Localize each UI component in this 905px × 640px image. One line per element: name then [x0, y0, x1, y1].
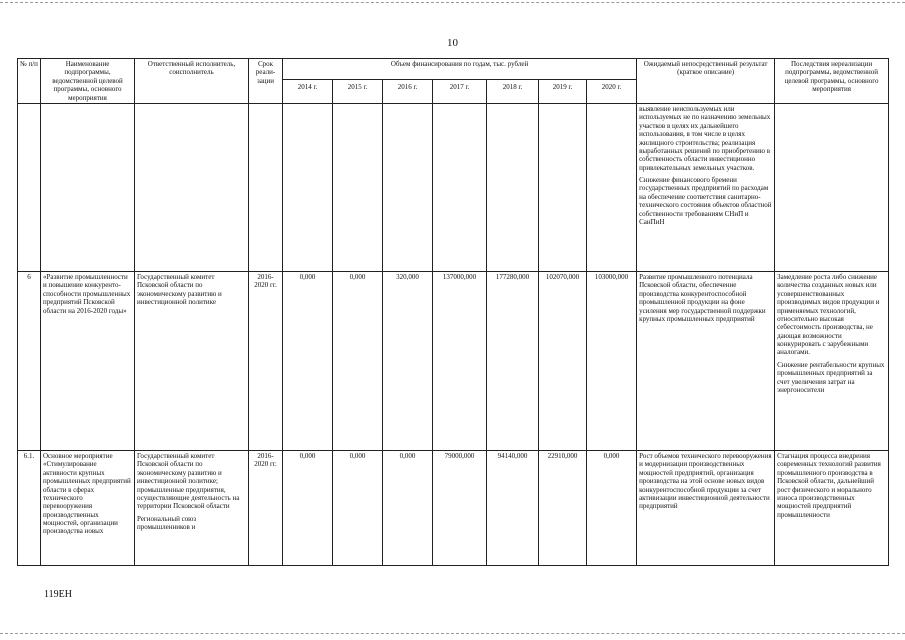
cell-value-2017: 137000,000	[433, 271, 487, 450]
scan-top-edge	[0, 2, 905, 5]
cell-executor	[135, 450, 249, 565]
result-paragraph: Снижение финансового бремени государственных предприятий по расходам на обеспечение соответствия санитарно-технического состояния объектов областной собственности требованиям СНиП и СанПиН	[639, 176, 772, 227]
cell-value-2020: 103000,000	[587, 271, 637, 450]
header-row-main	[18, 59, 889, 80]
cell-consequences	[775, 103, 889, 271]
cell-result	[637, 450, 775, 565]
cell-value	[587, 103, 637, 271]
header-executor: Ответственный исполнитель, соисполнитель	[135, 59, 249, 104]
cell-value-2014: 0,000	[283, 271, 333, 450]
result-paragraph: Рост объемов технического перевооружения и модернизации производственных мощностей предприятий, организация производства на этой основе новых видов конкурентоспособной продукции за счет активизации инвестиционной деятельности предприятий	[639, 451, 772, 511]
cell-value	[333, 103, 383, 271]
cell-name: «Развитие промышленности и повышение конкуренто-способности промышленных предприятий Псковской области на 2016-2020 годы»	[41, 271, 135, 450]
executor-paragraph: Региональный союз промышленников и	[137, 514, 197, 532]
cell-consequences	[775, 450, 889, 565]
cell-term	[249, 103, 283, 271]
scan-bottom-edge	[0, 633, 905, 636]
executor-paragraph: Государственный комитет Псковской области по экономическому развитию и инвестиционной политике; промышленные предприятия, осуществляющие деятельность на территории Псковской области	[137, 451, 240, 511]
cell-value-2018: 94140,000	[487, 450, 539, 565]
cell-executor: Государственный комитет Псковской области по экономическому развитию и инвестиционной политике	[135, 271, 249, 450]
cell-value-2018: 177280,000	[487, 271, 539, 450]
cell-num: 6.1.	[18, 450, 41, 565]
cell-value	[383, 103, 433, 271]
header-year: 2019 г.	[539, 79, 587, 103]
header-financing: Объем финансирования по годам, тыс. рублей	[283, 59, 637, 80]
cell-value-2015: 0,000	[333, 450, 383, 565]
header-name: Наименование подпрограммы, ведомственной целевой программы, основного мероприятия	[41, 59, 135, 104]
cell-value	[433, 103, 487, 271]
cell-result	[637, 103, 775, 271]
header-result: Ожидаемый непосредственный результат (краткое описание)	[637, 59, 775, 104]
header-year: 2018 г.	[487, 79, 539, 103]
financing-table	[17, 58, 889, 566]
header-term: Срок реали-зации	[249, 59, 283, 104]
cell-value	[539, 103, 587, 271]
cell-value-2015: 0,000	[333, 271, 383, 450]
cell-value	[283, 103, 333, 271]
table-row-measure-6-1	[18, 450, 889, 565]
cell-value-2016: 0,000	[383, 450, 433, 565]
table-row-continued	[18, 103, 889, 271]
table-row-program-6	[18, 271, 889, 450]
cell-name	[41, 103, 135, 271]
consequence-paragraph: Замедление роста либо снижение количества созданных новых или усовершенствованных производимых видов продукции и применяемых технологий, относительно высокая себестоимость производства, не дающая возможности конкурировать с зарубежными аналогами.	[777, 272, 880, 357]
cell-name: Основное мероприятие «Стимулирование активности крупных промышленных предприятий области в сферах технического перевооружения производственных мощностей, организации производства новых	[41, 450, 135, 565]
header-consequences: Последствия нереализации подпрограммы, ведомственной целевой программы, основного мероприятия	[775, 59, 889, 104]
cell-result	[637, 271, 775, 450]
result-paragraph: выявление неиспользуемых или используемых не по назначению земельных участков в целях их дальнейшего использования, в том числе в целях жилищного строительства; реализация выработанных решений по приобретению в собственность области инвестиционно привлекательных земельных участков.	[639, 104, 771, 172]
cell-num	[18, 103, 41, 271]
cell-value-2019: 22910,000	[539, 450, 587, 565]
cell-num: 6	[18, 271, 41, 450]
cell-value-2016: 320,000	[383, 271, 433, 450]
page-number: 10	[447, 37, 458, 49]
cell-value-2017: 79000,000	[433, 450, 487, 565]
header-year: 2015 г.	[333, 79, 383, 103]
cell-value	[487, 103, 539, 271]
header-year: 2016 г.	[383, 79, 433, 103]
cell-term: 2016-2020 гг.	[249, 450, 283, 565]
cell-value-2019: 102070,000	[539, 271, 587, 450]
result-paragraph: Развитие промышленного потенциала Псковской области, обеспечение производства конкурентоспособной промышленной продукции на фоне усиления мер государственной поддержки крупных промышленных предприятий	[639, 272, 766, 323]
cell-value-2014: 0,000	[283, 450, 333, 565]
header-year: 2014 г.	[283, 79, 333, 103]
cell-consequences	[775, 271, 889, 450]
header-num: № п/п	[18, 59, 41, 104]
header-year: 2020 г.	[587, 79, 637, 103]
cell-executor	[135, 103, 249, 271]
cell-value-2020: 0,000	[587, 450, 637, 565]
consequence-paragraph: Снижение рентабельности крупных промышленных предприятий за счет увеличения затрат на энергоносители	[777, 360, 885, 395]
consequence-paragraph: Стагнация процесса внедрения современных технологий развития промышленного производства в Псковской области, дальнейший рост физического и морального износа производственных мощностей предприятий промышленности	[777, 451, 881, 519]
document-code: 119ЕН	[44, 589, 72, 600]
header-year: 2017 г.	[433, 79, 487, 103]
cell-term: 2016-2020 гг.	[249, 271, 283, 450]
